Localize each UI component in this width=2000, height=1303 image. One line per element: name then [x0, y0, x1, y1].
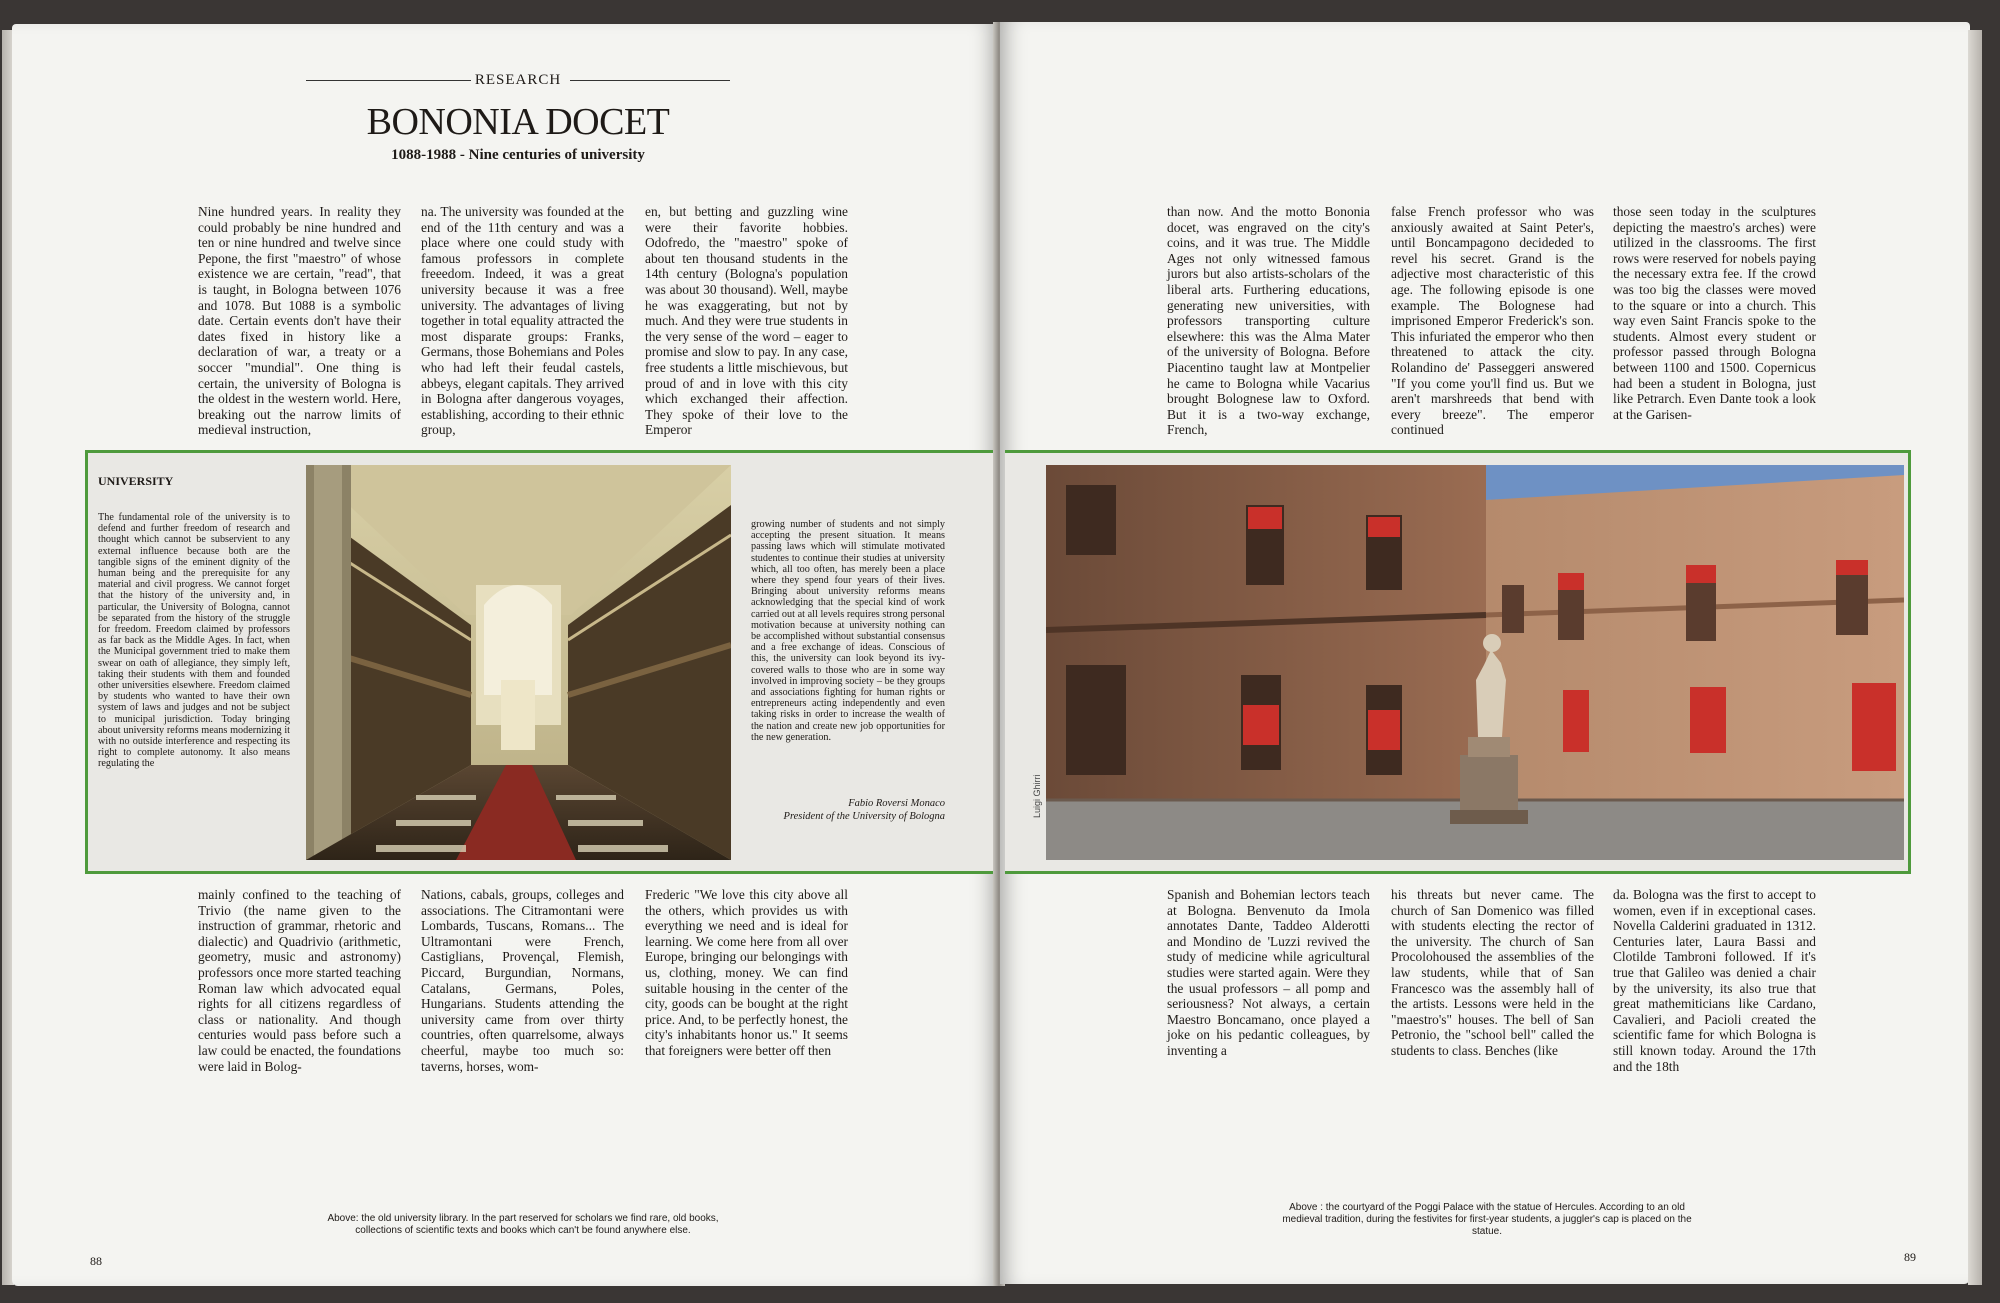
courtyard-illustration: [1046, 465, 1904, 860]
inset-signature: [751, 798, 945, 823]
page-number-left: 88: [90, 1254, 102, 1268]
page-number-right: 89: [1904, 1250, 1916, 1264]
article-title: BONONIA DOCET: [366, 101, 670, 143]
library-photo: [306, 465, 731, 860]
inset-title: UNIVERSITY: [98, 474, 174, 488]
signature-role: President of the University of Bologna: [783, 810, 945, 822]
text-column-right-4: Spanish and Bohemian lectors teach at Bologna. Benvenuto da Imola annotates Dante, Taddeo Alderotti and Mondino de 'Luzzi revived the study of medicine while agricultural studies were started again. Were they the usual professors – all pomp and seriousness? Not always, a certain Maestro Boncamano, once played a joke on his pedantic colleagues, by inventing a: [1167, 887, 1370, 1058]
caption-left: Above: the old university library. In the part reserved for scholars we find rare, old books, collections of scientific texts and books which can't be found anywhere else.: [327, 1213, 719, 1236]
text-column-left-6: Frederic "We love this city above all the others, which provides us with everything we need and is ideal for learning. We come here from all over Europe, bringing our belongings with us, clothing, money. We can find suitable housing in the center of the city, goods can be bought at the right price. And, to be perfectly honest, the city's inhabitants honor us." It seems that foreigners were better off then: [645, 887, 848, 1058]
caption-right: Above : the courtyard of the Poggi Palace with the statue of Hercules. According to an old medieval tradition, during the festivites for first-year students, a juggler's cap is placed on the statue.: [1282, 1202, 1692, 1237]
text-column-right-2: false French professor who was anxiously awaited at Saint Peter's, until Boncampagono decideded to revel his secret. Grand is the adjective most characteristic of this age. The following episode is one example. The Bolognese had imprisoned Emperor Frederick's son. This infuriated the emperor who then threatened to attack the city. Rolandino de' Passeggeri answered "If you come you'll find us. But we aren't marshreeds that bend with every breeze". The emperor continued: [1391, 204, 1594, 438]
signature-name: Fabio Roversi Monaco: [848, 798, 945, 809]
photo-credit: Luigi Ghirri: [1032, 774, 1042, 818]
inset-text-left: The fundamental role of the university is to defend and further freedom of research and thought which cannot be subservient to any external influence because both are the tangible signs of the eminent dignity of the human being and the prerequisite for any material and civil progress. We cannot forget that the history of the university and, in particular, the University of Bologna, cannot be separated from the history of the struggle for freedom. Freedom claimed by professors as far back as the Middle Ages. In fact, when the Municipal government tried to make them swear on oath of allegiance, they simply left, taking their students with them and founded other universities elsewhere. Freedom claimed by students who wanted to have their own system of laws and judges and not be subject to municipal jurisdiction. Today bringing about university reforms means modernizing it with no outside interference and respecting its right to complete autonomy. It also means regulating the: [98, 512, 290, 770]
text-column-right-5: his threats but never came. The church of San Domenico was filled with students electing the rector of the university. The church of San Procolohoused the assemblies of the law students, while that of San Francesco was the assembly hall of the artists. Lessons were held in the "maestro's" houses. The bell of San Petronio, the "school bell" called the students to class. Benches (like: [1391, 887, 1594, 1058]
inset-text-right: growing number of students and not simply accepting the present situation. It means passing laws which will stimulate motivated studentes to continue their studies at university which, all too often, has merely been a place where they spend four years of their lives. Bringing about university reforms means acknowledging that the special kind of work carried out at all levels requires strong personal motivation because at university nothing can be accomplished without substantial consensus and a free exchange of ideas. Conscious of this, the university can look beyond its ivy-covered walls to those who are in some way involved in improving society – be they groups and associations fighting for human rights or entrepreneurs acting independently and even taking risks in order to increase the wealth of the nation and create new job opportunities for the new generation.: [751, 519, 945, 743]
text-column-left-4: mainly confined to the teaching of Trivio (the name given to the instruction of grammar, rhetoric and dialectic) and Quadrivio (arithmetic, geometry, music and astronomy) professors once more started teaching Roman law which advocated equal rights for all citizens regardless of class or nationality. And though centuries would pass before such a law could be enacted, the foundations were laid in Bolog-: [198, 887, 401, 1074]
text-column-left-1: Nine hundred years. In reality they could probably be nine hundred and ten or nine hundred and twelve since Pepone, the first "maestro" of whose existence we are certain, "read", that is taught, in Bologna between 1076 and 1078. But 1088 is a symbolic date. Certain events don't have their dates fixed in history like a declaration of war, a treaty or a soccer "mundial". One thing is certain, the university of Bologna is the oldest in the western world. Here, breaking out the narrow limits of medieval instruction,: [198, 204, 401, 438]
text-column-left-2: na. The university was founded at the end of the 11th century and was a place where one could study with famous professors in complete freeedom. Indeed, it was a great university because it was a free university. The advantages of living together in total equality attracted the most disparate groups: Franks, Germans, those Bohemians and Poles who had left their feudal castels, abbeys, elegant capitals. They arrived in Bologna after dangerous voyages, establishing, according to their ethnic group,: [421, 204, 624, 438]
text-column-left-5: Nations, cabals, groups, colleges and associations. The Citramontani were Lombards, Tuscans, Romans... The Ultramontani were French, Castiglians, Provençal, Flemish, Piccard, Burgundian, Normans, Catalans, Germans, Poles, Hungarians. Students attending the university came from over thirty countries, often quarrelsome, always cheerful, maybe too much so: taverns, horses, wom-: [421, 887, 624, 1074]
library-illustration: [306, 465, 731, 860]
courtyard-photo: [1046, 465, 1904, 860]
book-edge-right: [1968, 30, 1982, 1285]
text-column-right-1: than now. And the motto Bononia docet, was engraved on the city's coins, and it was true. The Middle Ages not only witnessed famous jurors but also artists-scholars of the liberal arts. Furthering educations, generating new universities, with professors transporting culture elsewhere: this was the Alma Mater of the university of Bologna. Before Piacentino taught law at Montpelier he came to Bologna while Vacarius brought Bolognese law to Oxford. But it is a two-way exchange, French,: [1167, 204, 1370, 438]
article-subtitle: 1088-1988 - Nine centuries of university: [391, 147, 645, 163]
text-column-right-3: those seen today in the sculptures depicting the maestro's arches) were utilized in the classrooms. The first rows were reserved for nobels paying the necessary extra fee. If the crowd was too big the classes were moved to the square or into a church. This way even Saint Francis spoke to the students. Almost every student or professor passed through Bologna between 1100 and 1500. Copernicus had been a student in Bologna, just like Petrarch. Even Dante took a look at the Garisen-: [1613, 204, 1816, 422]
section-label: RESEARCH: [474, 72, 562, 88]
text-column-right-6: da. Bologna was the first to accept to women, even if in exceptional cases. Novella Calderini graduated in 1312. Centuries later, Laura Bassi and Clotilde Tambroni followed. If it's true that Galileo was denied a chair by the university, its also true that great mathemiticians like Cardano, Cavalieri, and Pacioli created the scientific fame for which Bologna is still known today. Around the 17th and the 18th: [1613, 887, 1816, 1074]
text-column-left-3: en, but betting and guzzling wine were their favorite hobbies. Odofredo, the "maestro" spoke of about ten thousand students in the 14th century (Bologna's population was about 30 thousand). Well, maybe he was exaggerating, but not by much. And they were true students in the very sense of the word – eager to promise and slow to pay. In any case, free students a little mischievous, but proud of and in love with this city which exchanged their affection. They spoke of their love to the Emperor: [645, 204, 848, 438]
